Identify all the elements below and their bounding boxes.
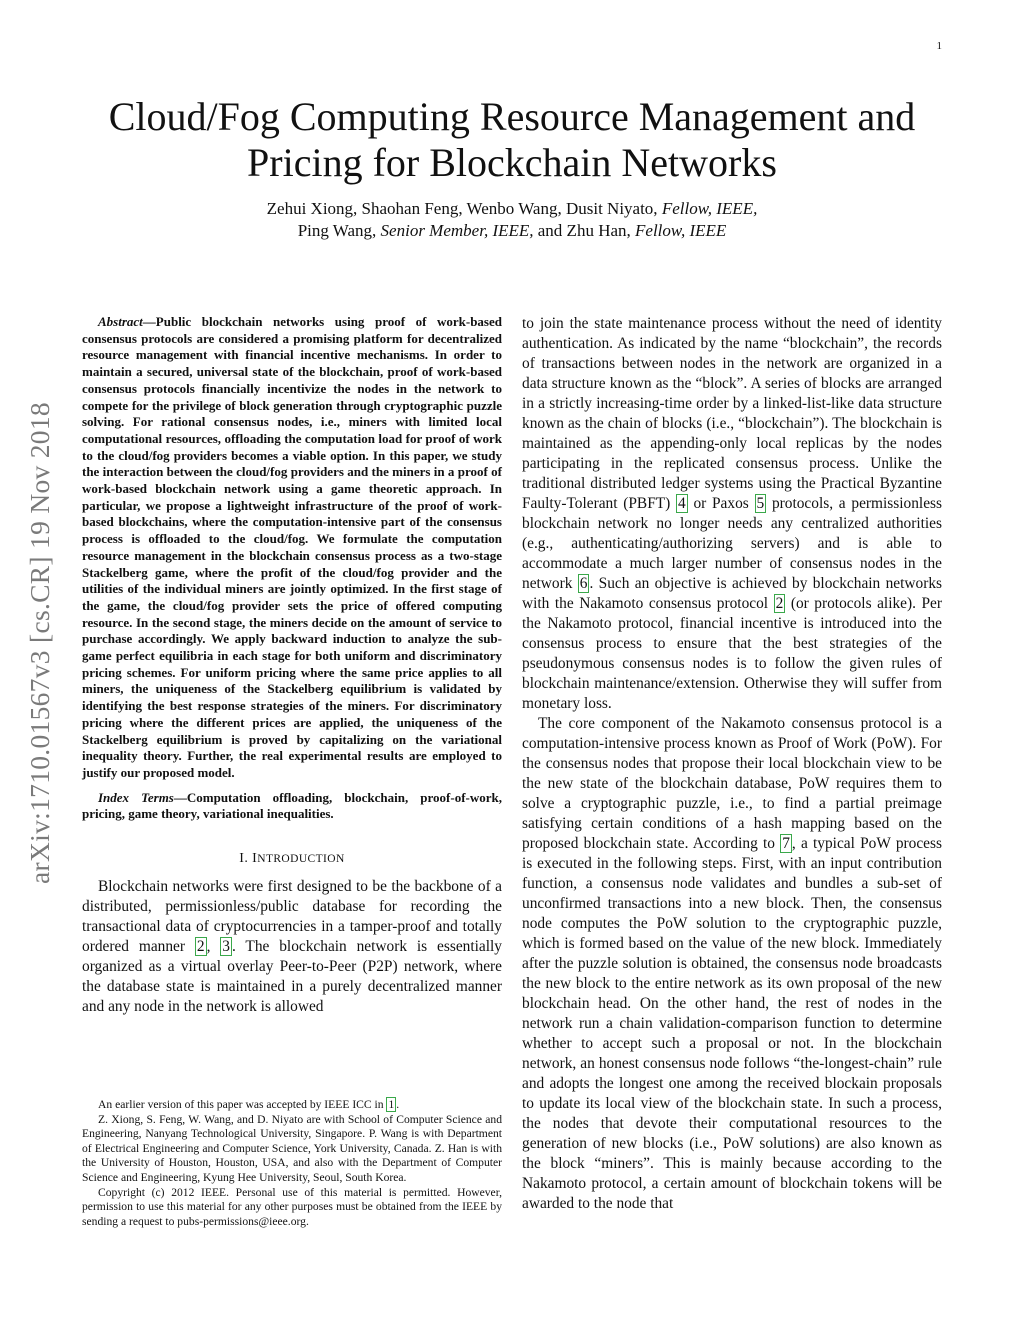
citation-link[interactable]: 4: [678, 495, 686, 512]
author-names-1: Zehui Xiong, Shaohan Feng, Wenbo Wang, Dusit Niyato,: [266, 199, 662, 218]
author-role-3: Fellow, IEEE: [635, 221, 727, 240]
left-column: [82, 314, 502, 1017]
right-text-1: to join the state maintenance process without the need of identity authentication. As indicated by the name “blockchain”, the records of transactions between nodes in the network are organized in a data structure known as the “block”. A series of blocks are arranged in a strictly increasing-time order by a linked-list-like data structure known as the chain of blocks (i.e., “blockchain”). The blockchain is maintained as the appending-only local replicas by the nodes participating in the replicated consensus process. Unlike the traditional distributed ledger systems using the Practical Byzantine Faulty-Tolerant (PBFT): [522, 315, 942, 512]
author-role-1: Fellow, IEEE,: [661, 199, 758, 218]
right-text-3: protocols, a permissionless blockchain network no longer needs any centralized authorities (e.g., authenticating/authorizing servers) and is able to accommodate a much larger number of consensus nodes in the network: [522, 495, 942, 592]
citation-link[interactable]: 2: [775, 595, 784, 612]
footnote-copyright: Copyright (c) 2012 IEEE. Personal use of this material is permitted. However, permission to use this material for any other purposes must be obtained from the IEEE by sending a request to pubs-permissions@ieee.org.: [82, 1185, 502, 1228]
right-text-4: . Such an objective is achieved by blockchain networks with the Nakamoto consensus protocol: [522, 575, 943, 612]
citation-link[interactable]: 3: [222, 938, 230, 956]
section-initial: I: [252, 851, 258, 867]
abstract-text: —Public blockchain networks using proof of work-based consensus protocols are considered a promising platform for decentralized resource management with financial incentive mechanisms. In order to maintain a secured, universal state of the blockchain, proof of work-based consensus protocols financially incentivize the nodes in the network to compete for the privilege of block generation through cryptographic puzzle solving. For rational consensus nodes, i.e., miners with limited local computational resources, offloading the computation load for proof of work to the cloud/fog providers becomes a viable option. In this paper, we study the interaction between the cloud/fog providers and the miners in a proof of work-based blockchain network using a game theoretic approach. In particular, we propose a lightweight infrastructure of the proof of work-based blockchains, where the computation-intensive part of the consensus process is offloaded to the cloud/fog. We formulate the computation resource management in the blockchain consensus process as a two-stage Stackelberg game, where the profit of the cloud/fog provider and the utilities of the individual miners are jointly optimized. In the first stage of the game, the cloud/fog provider sets the price of offered computing resource. In the second stage, the miners decide on the amount of service to purchase accordingly. We apply backward induction to analyze the sub-game perfect equilibria in each stage for both uniform and discriminatory pricing schemes. For uniform pricing where the same price applies to all miners, the uniqueness of the Stackelberg equilibrium is validated by identifying the best response strategies of the miners. For discriminatory pricing where the different prices are applied, the uniqueness of the Stackelberg equilibrium is proved by capitalizing on the variational inequality theory. Further, the real experimental results are employed to justify our proposed model.: [82, 314, 502, 780]
intro-text-1: Blockchain networks were first designed to be the backbone of a distributed, permissionless/public database for recording the transactional data of cryptocurrencies in a tamper-proof and totally ordered manner: [82, 878, 502, 956]
page-number: 1: [936, 40, 942, 52]
author-line-2: [60, 220, 964, 242]
citation-link[interactable]: 6: [579, 575, 588, 592]
author-list: [60, 198, 964, 242]
index-terms: [82, 790, 502, 823]
citation-link[interactable]: 5: [756, 495, 765, 512]
index-terms-text: —Computation offloading, blockchain, proof-of-work, pricing, game theory, variational inequalities.: [82, 789, 502, 822]
section-rest: NTRODUCTION: [257, 853, 345, 866]
title-line-2: Pricing for Blockchain Networks: [247, 140, 777, 185]
title-line-1: Cloud/Fog Computing Resource Management and: [108, 94, 916, 139]
right-paragraph-2: [522, 714, 942, 1214]
author-role-2: Senior Member, IEEE,: [380, 221, 534, 240]
footnote-affiliations: Z. Xiong, S. Feng, W. Wang, and D. Niyato are with School of Computer Science and Engineering, Nanyang Technological University, Singapore. P. Wang is with Department of Electrical Engineering and Computer Science, York University, Canada. Z. Han is with the University of Houston, Houston, USA, and also with the Department of Computer Science and Engineering, Kyung Hee University, Seoul, South Korea.: [82, 1112, 502, 1184]
right-paragraph-1: [522, 314, 942, 714]
citation-link[interactable]: 1: [388, 1098, 395, 1111]
citation-link[interactable]: 2: [196, 938, 205, 956]
arxiv-stamp-text: arXiv:1710.01567v3 [cs.CR] 19 Nov 2018: [24, 401, 55, 884]
abstract: [82, 314, 502, 782]
footnote-1-end: .: [396, 1098, 400, 1111]
footnote-earlier-version: [82, 1098, 502, 1113]
intro-text-3: . The blockchain network is essentially organized as a virtual overlay Peer-to-Peer (P2P) network, where the database state is maintained in a purely decentralized manner and any node in the network is allowed: [82, 938, 502, 1016]
author-name-ping: Ping Wang,: [297, 221, 381, 240]
citation-link[interactable]: 7: [782, 835, 790, 852]
index-terms-label: Index Terms: [98, 789, 174, 805]
author-name-zhu: and Zhu Han,: [533, 221, 636, 240]
arxiv-stamp: [14, 345, 66, 940]
intro-text-2: ,: [206, 938, 221, 956]
right2-text-1: The core component of the Nakamoto consensus protocol is a computation-intensive process known as Proof of Work (PoW). For the consensus nodes that propose their local blockchain view to be the new state of the blockchain database, PoW requires them to solve a cryptographic puzzle, i.e., to find a partial preimage satisfying certain conditions of a hash mapping based on the proposed blockchain state. According to: [522, 715, 942, 852]
intro-paragraph-1: [82, 877, 502, 1017]
right-column: [522, 314, 942, 1214]
footnote-1-text: An earlier version of this paper was accepted by IEEE ICC in: [98, 1098, 387, 1111]
footnotes: [82, 1098, 502, 1229]
section-heading-introduction: [82, 851, 502, 867]
right-text-2: or Paxos: [687, 495, 755, 512]
paper-title: [60, 94, 964, 186]
right2-text-2: , a typical PoW process is executed in the following steps. First, with an input contribution function, a consensus node validates and bundles a sub-set of unconfirmed transactions into a new block. Then, the consensus node computes the PoW solution to the cryptographic puzzle, which is formed based on the value of the new block. Immediately after the puzzle solution is obtained, the consensus node broadcasts the new block to the entire network as its own proposal of the new blockchain head. On the other hand, the rest of nodes in the network run a chain validation-comparison function to determine whether to accept such a proposal or not. In the blockchain network, an honest consensus node follows “the-longest-chain” rule and adopts the longest one among the received blockain proposals to update its local view of the blockchain state. In such a process, the nodes that devote their computational resources to the generation of new blocks (i.e., PoW solutions) are also known as the block “miners”. This is mainly because according to the Nakamoto protocol, a certain amount of blockchain tokens will be awarded to the node that: [522, 835, 942, 1212]
section-numeral: I.: [239, 851, 253, 867]
right-text-5: (or protocols alike). Per the Nakamoto protocol, financial incentive is introduced into the consensus process to ensure that the best strategies of the pseudonymous consensus nodes is to follow the given rules of blockchain maintenance/extension. Otherwise they will suffer from monetary loss.: [522, 595, 943, 712]
author-line-1: [60, 198, 964, 220]
abstract-label: Abstract: [98, 314, 143, 329]
